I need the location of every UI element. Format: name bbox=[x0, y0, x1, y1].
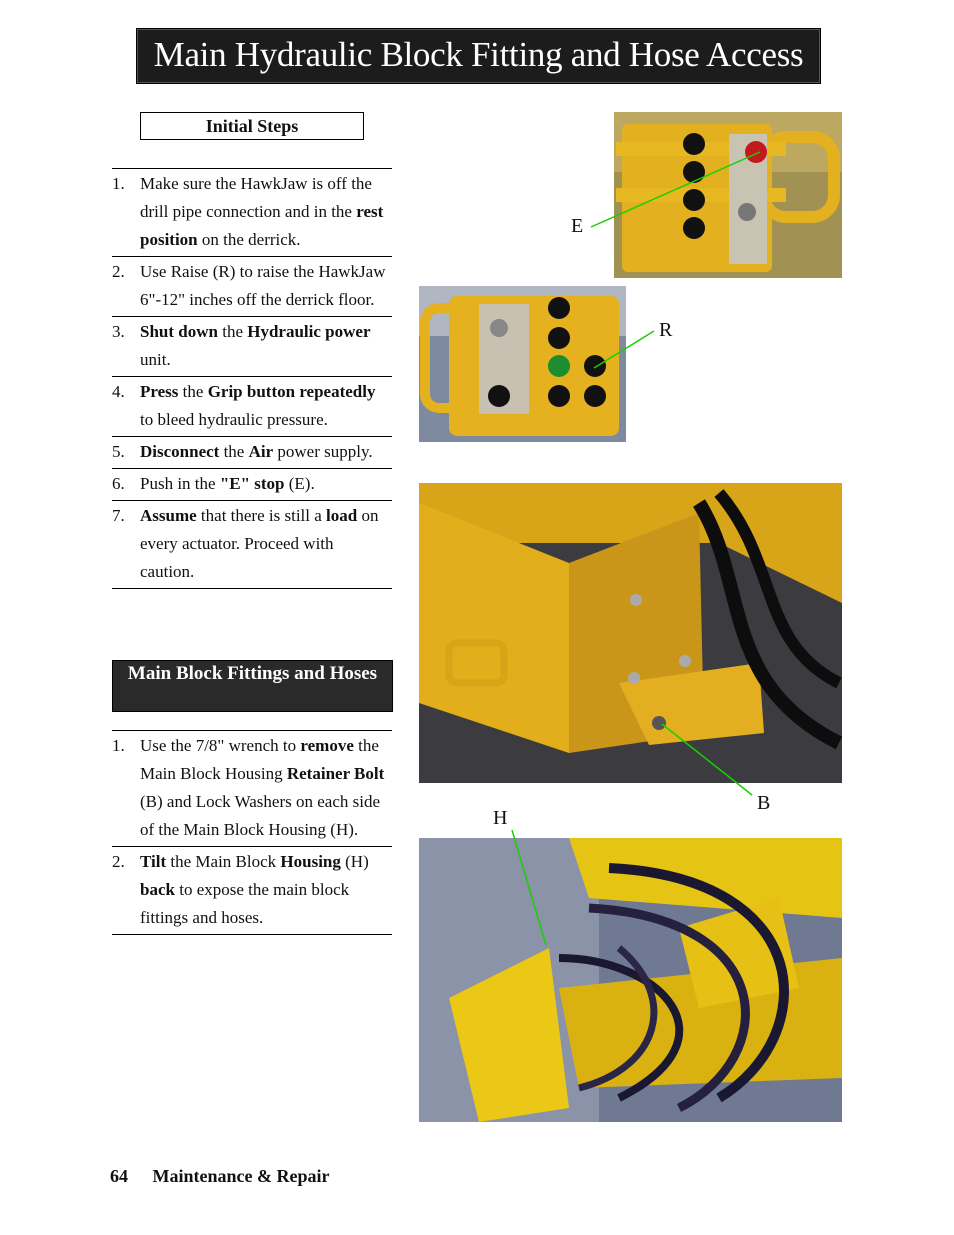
main-block-heading: Main Block Fittings and Hoses bbox=[112, 660, 393, 712]
bold-text: remove bbox=[300, 736, 354, 755]
plain-text: the Main Block Housing bbox=[140, 736, 379, 783]
plain-text: unit. bbox=[140, 350, 171, 369]
list-item-number: 2. bbox=[112, 262, 125, 281]
label-h: H bbox=[493, 807, 508, 829]
list-item-number: 6. bbox=[112, 474, 125, 493]
plain-text: on every actuator. Proceed with caution. bbox=[140, 506, 379, 581]
bold-text: Disconnect bbox=[140, 442, 220, 461]
bold-text: Press bbox=[140, 382, 179, 401]
plain-text: the bbox=[178, 382, 208, 401]
label-r: R bbox=[659, 319, 673, 341]
bold-text: load bbox=[326, 506, 358, 525]
bold-text: back bbox=[140, 880, 175, 899]
initial-steps-heading: Initial Steps bbox=[140, 112, 364, 140]
plain-text: that there is still a bbox=[196, 506, 327, 525]
list-item-number: 4. bbox=[112, 382, 125, 401]
plain-text: power supply. bbox=[273, 442, 373, 461]
plain-text: Use the 7/8" wrench to bbox=[140, 736, 301, 755]
list-item-number: 1. bbox=[112, 736, 125, 755]
plain-text: (E). bbox=[284, 474, 315, 493]
bold-text: Tilt bbox=[140, 852, 167, 871]
page-footer bbox=[110, 1166, 329, 1187]
pointer-line-b bbox=[662, 724, 752, 795]
list-item-number: 2. bbox=[112, 852, 125, 871]
bold-text: Housing bbox=[280, 852, 341, 871]
plain-text: on the derrick. bbox=[197, 230, 301, 249]
bold-text: Shut down bbox=[140, 322, 218, 341]
list-item-number: 7. bbox=[112, 506, 125, 525]
plain-text: the Main Block bbox=[166, 852, 281, 871]
plain-text: the bbox=[219, 442, 249, 461]
page-number: 64 bbox=[110, 1166, 128, 1186]
pointer-line-h bbox=[512, 830, 546, 945]
list-item-number: 3. bbox=[112, 322, 125, 341]
plain-text: to expose the main block fittings and hoses. bbox=[140, 880, 350, 927]
bold-text: Hydraulic power bbox=[247, 322, 371, 341]
plain-text: (B) and Lock Washers on each side of the Main Block Housing (H). bbox=[140, 792, 381, 839]
plain-text: (H) bbox=[340, 852, 369, 871]
footer-section-title: Maintenance & Repair bbox=[152, 1166, 330, 1186]
label-e: E bbox=[571, 215, 584, 237]
plain-text: the bbox=[217, 322, 248, 341]
pointer-line-e bbox=[591, 152, 760, 227]
bold-text: rest position bbox=[140, 202, 384, 249]
list-item-number: 5. bbox=[112, 442, 125, 461]
bold-text: Retainer Bolt bbox=[286, 764, 385, 783]
bold-text: Grip button repeatedly bbox=[207, 382, 376, 401]
label-b: B bbox=[757, 792, 771, 814]
list-item-number: 1. bbox=[112, 174, 125, 193]
bold-text: "E" stop bbox=[219, 474, 285, 493]
page-title: Main Hydraulic Block Fitting and Hose Access bbox=[153, 35, 804, 74]
pointer-line-r bbox=[594, 331, 654, 368]
plain-text: to bleed hydraulic pressure. bbox=[140, 410, 328, 429]
bold-text: Air bbox=[248, 442, 274, 461]
plain-text: Push in the bbox=[140, 474, 220, 493]
plain-text: Use Raise (R) to raise the HawkJaw 6"-12" inches off the derrick floor. bbox=[140, 262, 386, 309]
bold-text: Assume bbox=[140, 506, 197, 525]
plain-text: Make sure the HawkJaw is off the drill pipe connection and in the bbox=[140, 174, 372, 221]
